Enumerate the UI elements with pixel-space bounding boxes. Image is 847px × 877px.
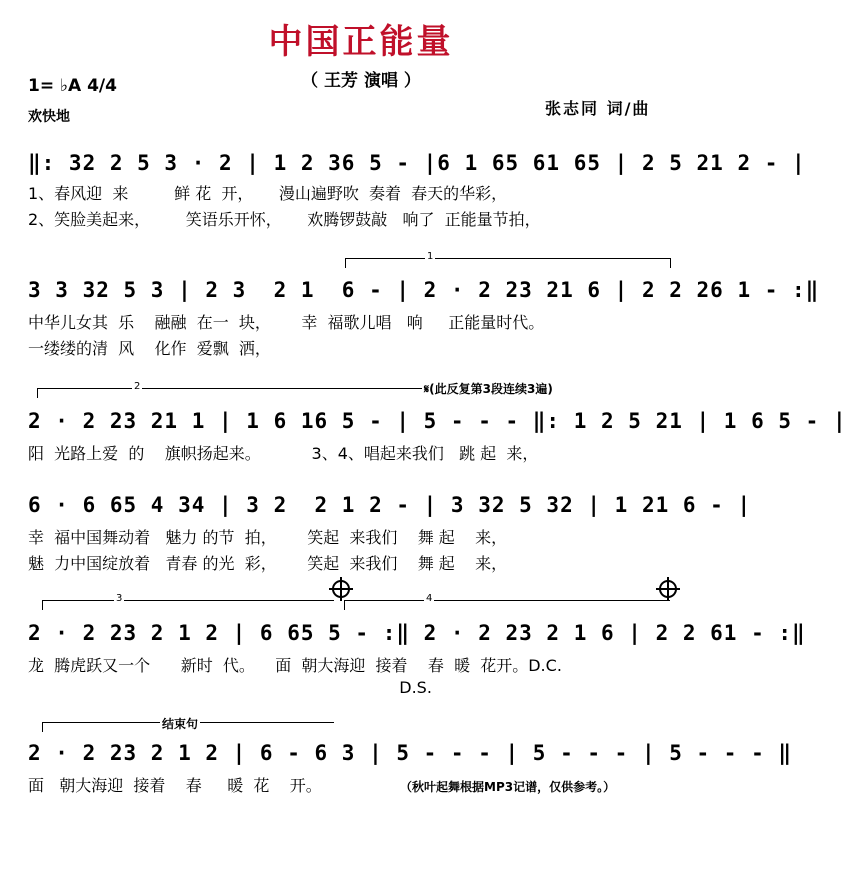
notation-line: 3 3 32 5 3 | 2 3 2 1 6 - | 2 · 2 23 21 6 | 2 2 26 1 - :‖: [28, 278, 820, 302]
lyrics-line: 魅 力中国绽放着 青春 的光 彩， 笑起 来我们 舞 起 来，: [28, 554, 508, 573]
lyrics-line: 2、笑脸美起来， 笑语乐开怀， 欢腾锣鼓敲 响了 正能量节拍，: [28, 210, 541, 229]
lyrics-line: 面 朝大海迎 接着 春 暖 花 开。: [28, 776, 322, 795]
tempo-marking: 欢快地: [28, 109, 70, 125]
lyrics-line: 龙 腾虎跃又一个 新时 代。 面 朝大海迎 接着 春 暖 花开。D.C.: [28, 656, 562, 675]
volta-number: 1: [427, 251, 434, 262]
lyrics-line: 幸 福中国舞动着 魅力 的节 拍， 笑起 来我们 舞 起 来，: [28, 528, 508, 547]
coda-icon: [659, 580, 677, 598]
transcription-note: （秋叶起舞根据MP3记谱，仅供参考。）: [400, 780, 616, 794]
notation-line: ‖: 32 2 5 3 · 2 | 1 2 36 5 - |6 1 65 61 65 | 2 5 21 2 - |: [28, 151, 806, 175]
volta-bracket: [345, 251, 671, 262]
notation-line: 2 · 2 23 2 1 2 | 6 65 5 - :‖ 2 · 2 23 2 1 6 | 2 2 61 - :‖: [28, 621, 806, 645]
lyrics-line: 一缕缕的清 风 化作 爱飘 洒，: [28, 339, 271, 358]
lyrics-line: 中华儿女其 乐 融融 在一 块， 幸 福歌儿唱 响 正能量时代。: [28, 313, 545, 332]
volta-number: 2: [134, 381, 141, 392]
ending-bracket: [42, 717, 334, 731]
lyrics-line: D.S.: [28, 678, 432, 697]
coda-icon: [332, 580, 350, 598]
volta-tick: [37, 388, 38, 398]
notation-line: 2 · 2 23 21 1 | 1 6 16 5 - | 5 - - - ‖: 1 2 5 21 | 1 6 5 - |: [28, 409, 847, 433]
lyrics-line: 阳 光路上爱 的 旗帜扬起来。 3、4、唱起来我们 跳 起 来，: [28, 444, 539, 463]
singer-credit: （ 王芳 演唱 ）: [301, 71, 421, 91]
volta-bracket: [344, 593, 670, 604]
volta-bracket: [37, 381, 422, 392]
volta-tick: [345, 258, 346, 268]
ending-label: 结束句: [162, 717, 199, 731]
volta-number: 3: [116, 593, 123, 604]
notation-line: 2 · 2 23 2 1 2 | 6 - 6 3 | 5 - - - | 5 - - - | 5 - - - ‖: [28, 741, 793, 765]
volta-tick: [344, 600, 345, 610]
volta-bracket: [42, 593, 334, 604]
volta-tick: [670, 258, 671, 268]
repeat-instruction: 𝄋(此反复第3段连续3遍): [424, 382, 553, 396]
lyrics-line: 1、春风迎 来 鲜 花 开， 漫山遍野吹 奏着 春天的华彩，: [28, 184, 508, 203]
author-credit: 张志同 词/曲: [545, 99, 651, 118]
ending-tick: [42, 722, 43, 732]
notation-line: 6 · 6 65 4 34 | 3 2 2 1 2 - | 3 32 5 32 | 1 21 6 - |: [28, 493, 752, 517]
key-signature: 1= ♭A 4/4: [28, 76, 117, 96]
volta-tick: [42, 600, 43, 610]
volta-number: 4: [426, 593, 433, 604]
song-title: 中国正能量: [268, 22, 454, 62]
